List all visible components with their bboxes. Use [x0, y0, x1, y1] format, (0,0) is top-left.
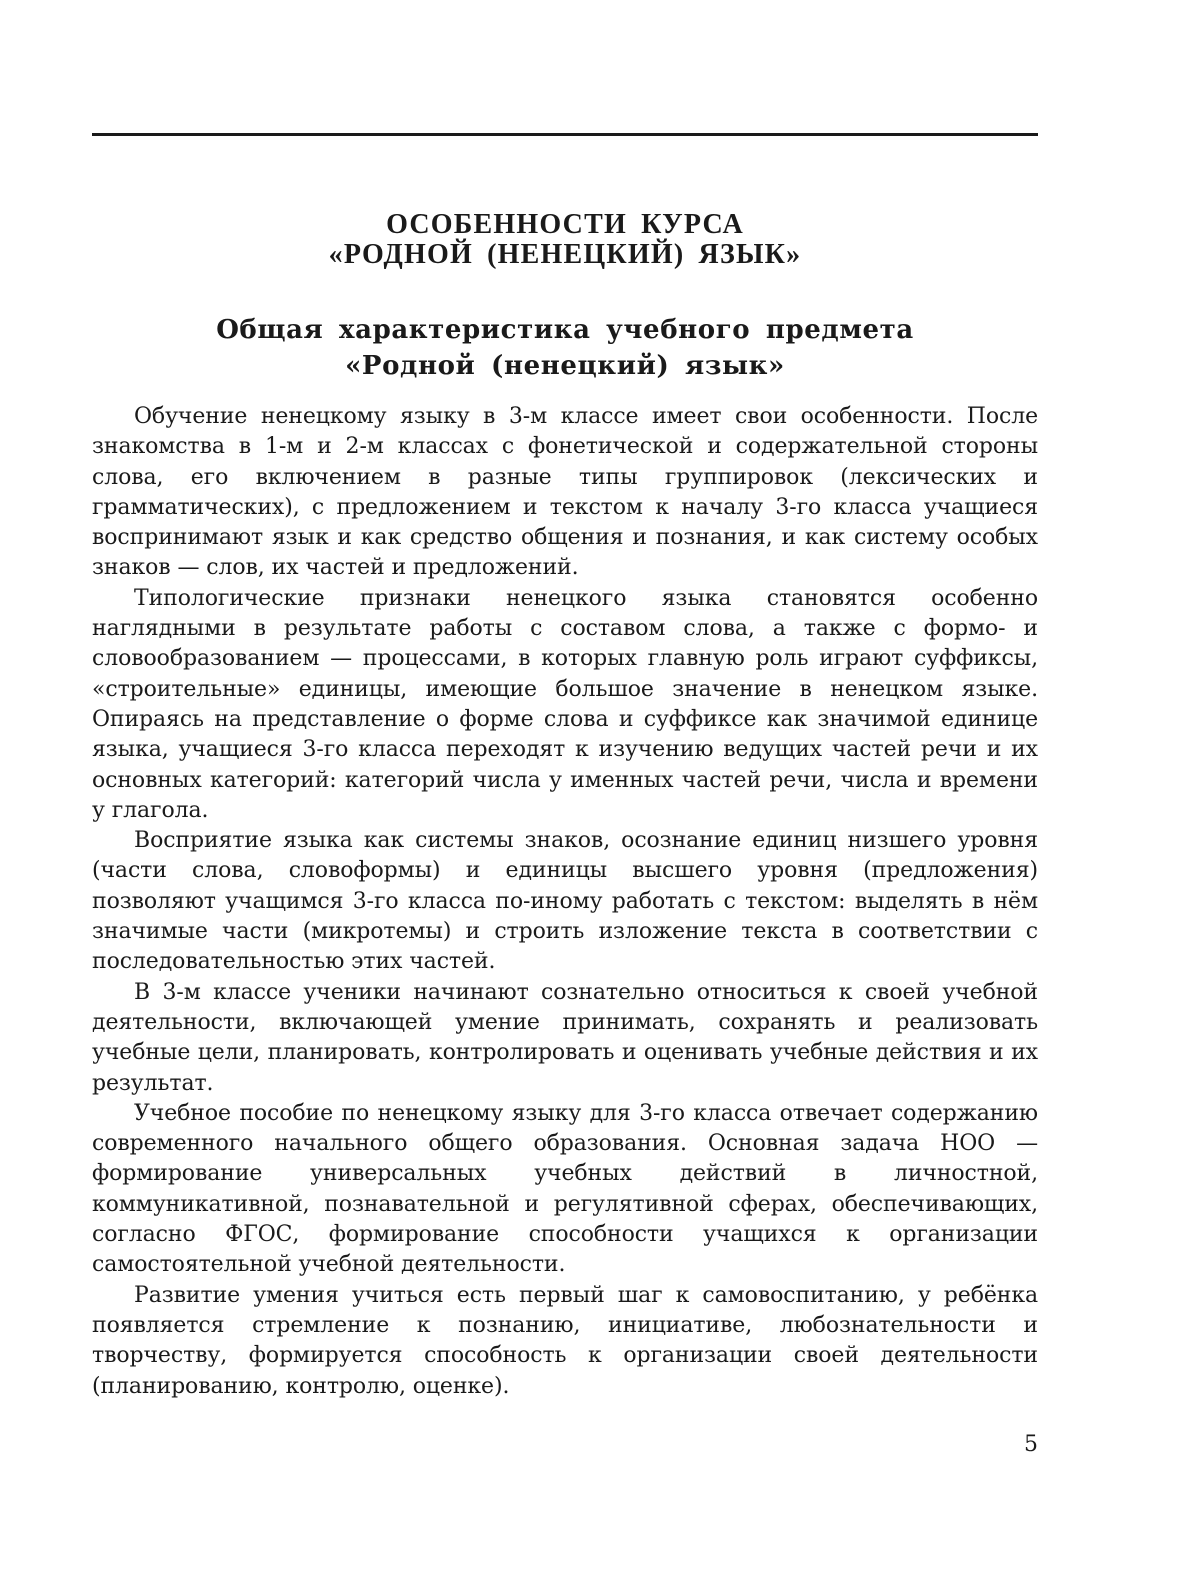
page-number: 5 [1024, 1432, 1038, 1457]
paragraph-4: В 3-м классе ученики начинают сознательно относиться к своей учебной деятельности, включающей умение принимать, сохранять и реализовать учебные цели, планировать, контролировать и оценивать учебные действия и их результат. [92, 979, 1038, 1096]
header-rule [92, 133, 1038, 136]
paragraph-6: Развитие умения учиться есть первый шаг к самовоспитанию, у ребёнка появляется стремление к познанию, инициативе, любознательности и творчеству, формируется способность к организации своей деятельности (планированию, контролю, оценке). [92, 1282, 1038, 1399]
page-content [92, 210, 1038, 1402]
chapter-title-line-1: ОСОБЕННОСТИ КУРСА [386, 209, 744, 240]
paragraph-5: Учебное пособие по ненецкому языку для 3-го класса отвечает содержанию современного начального общего образования. Основная задача НОО — формирование универсальных учебных действий в личностной, коммуникативной, познавательной и регулятивной сферах, обеспечивающих, согласно ФГОС, формирование способности учащихся к организации самостоятельной учебной деятельности. [92, 1100, 1038, 1278]
paragraph-1: Обучение ненецкому языку в 3-м классе имеет свои особенности. После знакомства в 1-м и 2-м классах с фонетической и содержательной стороны слова, его включением в разные типы группировок (лексических и грамматических), с предложением и текстом к началу 3-го класса учащиеся воспринимают язык и как средство общения и познания, и как систему особых знаков — слов, их частей и предложений. [92, 404, 1038, 581]
paragraph-3: Восприятие языка как системы знаков, осознание единиц низшего уровня (части слова, словоформы) и единицы высшего уровня (предложения) позволяют учащимся 3-го класса по-иному работать с текстом: выделять в нём значимые части (микротемы) и строить изложение текста в соответствии с последовательностью этих частей. [92, 828, 1038, 975]
body-text [92, 402, 1038, 1402]
section-title-line-1: Общая характеристика учебного предмета [216, 315, 914, 345]
section-title [92, 312, 1038, 384]
paragraph-2: Типологические признаки ненецкого языка становятся особенно наглядными в результате работы с составом слова, а также с формо- и словообразованием — процессами, в которых главную роль играют суффиксы, «строительные» единицы, имеющие большое значение в ненецком языке. Опираясь на представление о форме слова и суффиксе как значимой единице языка, учащиеся 3-го класса переходят к изучению ведущих частей речи и их основных категорий: категорий числа у именных частей речи, числа и времени у глагола. [92, 585, 1038, 823]
chapter-title-line-2: «РОДНОЙ (НЕНЕЦКИЙ) ЯЗЫК» [328, 239, 802, 270]
chapter-title [92, 210, 1038, 270]
section-title-line-2: «Родной (ненецкий) язык» [345, 351, 785, 381]
